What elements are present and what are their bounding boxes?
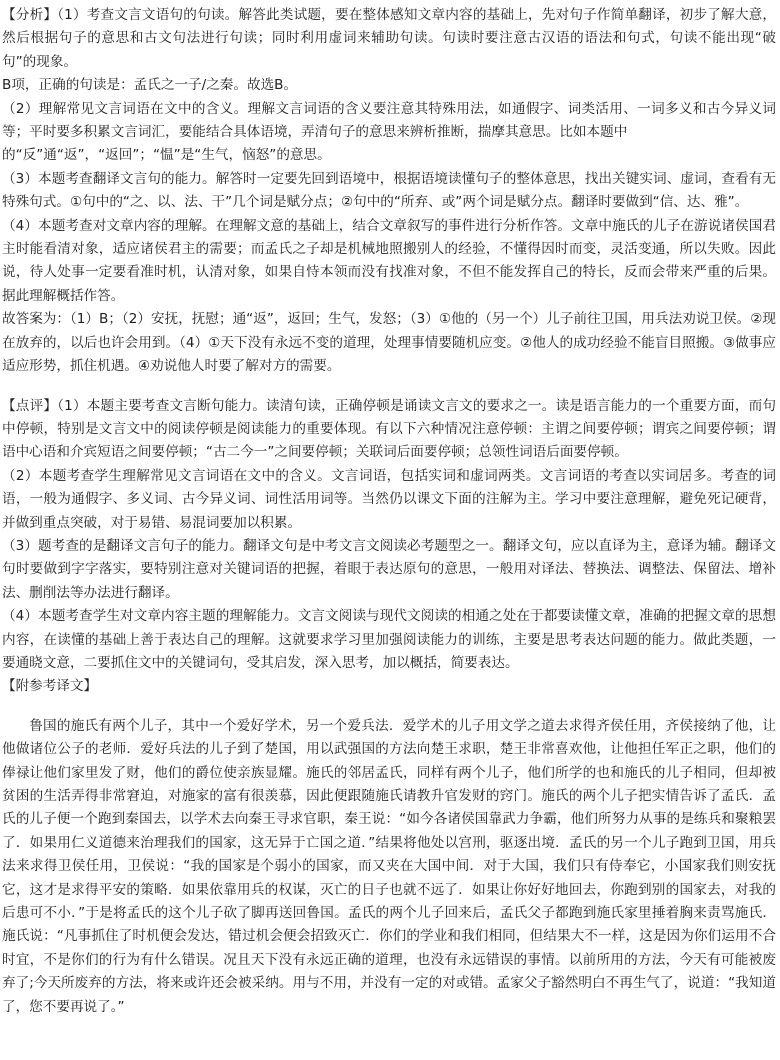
translation-heading: 【附参考译文】	[2, 678, 98, 695]
analysis-paragraph-6: （4）本题考查对文章内容的理解。在理解文意的基础上，结合文章叙写的事件进行分析作答。文章中施氏的儿子在游说诸侯国君主时能看清对象，适应诸侯君主的需要；而孟氏之子却是机械地照搬别人的经验，不懂得因时而变，灵活变通，所以失败。因此说，待人处事一定要看准时机，认清对象，如果自恃本领而没有找准对象，不但不能发挥自己的特长，反而会带来严重的后果。据此理解概括作答。	[2, 217, 776, 304]
comment-paragraph-3: （3）题考查的是翻译文言句子的能力。翻译文句是中考文言文阅读必考题型之一。翻译文句，应以直译为主，意译为辅。翻译文句时要做到字字落实，要特别注意对关键词语的把握，着眼于表达原句的意思，一般用对译法、替换法、调整法、保留法、增补法、删削法等办法进行翻译。	[2, 537, 776, 601]
comment-paragraph-2: （2）本题考查学生理解常见文言词语在文中的含义。文言词语，包括实词和虚词两类。文言词语的考查以实词居多。考查的词语，一般为通假字、多义词、古今异义词、词性活用词等。当然仍以课文下面的注解为主。学习中要注意理解，避免死记硬背，并做到重点突破，对于易错、易混词要加以积累。	[2, 467, 776, 531]
analysis-paragraph-3: （2）理解常见文言词语在文中的含义。理解文言词语的含义要注意其特殊用法，如通假字、词类活用、一词多义和古今异义词等；平时要多积累文言词汇，要能结合具体语境，弄清句子的意思来辨析推断，揣摩其意思。比如本题中	[2, 100, 776, 141]
comment-paragraph-1: 【点评】（1）本题主要考查文言断句能力。读清句读，正确停顿是诵读文言文的要求之一。读是语言能力的一个重要方面，而句中停顿，特别是文言文中的阅读停顿是阅读能力的重要体现。有以下六种情况注意停顿：主谓之间要停顿；谓宾之间要停顿；谓语中心语和介宾短语之间要停顿；“古二今一”之间要停顿；关联词后面要停顿；总领性词语后面要停顿。	[2, 397, 776, 461]
analysis-paragraph-5: （3）本题考查翻译文言句的能力。解答时一定要先回到语境中，根据语境读懂句子的整体意思，找出关键实词、虚词，查看有无特殊句式。①句中的“之、以、法、干”几个词是赋分点；②句中的“所弃、或”两个词是赋分点。翻译时要做到“信、达、雅”。	[2, 170, 776, 211]
comment-section	[2, 395, 776, 676]
analysis-section	[2, 4, 776, 379]
translation-body: 鲁国的施氏有两个儿子，其中一个爱好学术，另一个爱兵法．爱学术的儿子用文学之道去求得齐侯任用，齐侯接纳了他，让他做诸位公子的老师．爱好兵法的儿子到了楚国，用以武强国的方法向楚王求职，楚王非常喜欢他，让他担任军正之职，他们的俸禄让他们家里发了财，他们的爵位使亲族显耀。施氏的邻居孟氏，同样有两个儿子，他们所学的也和施氏的儿子相同，但却被贫困的生活弄得非常窘迫，对施家的富有很羡慕，因此便跟随施氏请教升官发财的窍门。施氏的两个儿子把实情告诉了孟氏．孟氏的儿子便一个跑到秦国去，以学术去向秦王寻求官职，秦王说：“如今各诸侯国靠武力争霸，他们所努力从事的是练兵和聚粮罢了．如果用仁义道德来治理我们的国家，这无异于亡国之道．”结果将他处以宫刑，驱逐出境．孟氏的另一个儿子跑到卫国，用兵法来求得卫侯任用，卫侯说：“我的国家是个弱小的国家，而又夹在大国中间．对于大国，我们只有侍奉它，小国家我们则安抚它，这才是求得平安的策略．如果依靠用兵的权谋，灭亡的日子也就不远了．如果让你好好地回去，你跑到别的国家去，对我的后患可不小．”于是将孟氏的这个儿子砍了脚再送回鲁国。孟氏的两个儿子回来后，孟氏父子都跑到施氏家里捶着胸来责骂施氏．施氏说：“凡事抓住了时机便会发达，错过机会便会招致灭亡．你们的学业和我们相同，但结果大不一样，这是因为你们运用不合时宜，不是你们的行为有什么错误。况且天下没有永远正确的道理，也没有永远错误的事情。以前所用的方法，今天有可能被废弃了;今天所废弃的方法，将来或许还会被采纳。用与不用，并没有一定的对或错。孟家父子豁然明白不再生气了，说道：“我知道了，您不要再说了。”	[2, 717, 776, 1015]
comment-paragraph-4: （4）本题考查学生对文章内容主题的理解能力。文言文阅读与现代文阅读的相通之处在于都要读懂文章，准确的把握文章的思想内容，在读懂的基础上善于表达自己的理解。这就要求学习里加强阅读能力的训练，主要是思考表达问题的能力。做此类题，一要通晓文意，二要抓住文中的关键词句，受其启发，深入思考，加以概括，简要表达。	[2, 608, 776, 671]
analysis-paragraph-1: 【分析】（1）考查文言文语句的句读。解答此类试题，要在整体感知文章内容的基础上，先对句子作简单翻译，初步了解大意，然后根据句子的意思和古文句法进行句读；同时利用虚词来辅助句读。句读时要注意古汉语的语法和句式，句读不能出现“破句”的现象。	[2, 7, 776, 70]
analysis-paragraph-2: B项，正确的句读是：孟氏之一子/之秦。故选B。	[2, 77, 298, 94]
answer-summary: 故答案为：（1）B；（2）安抚，抚慰；通“返”，返回；生气，发怒；（3）①他的（另一个）儿子前往卫国，用兵法劝说卫侯。②现在放弃的，以后也许会用到。（4）①天下没有永远不变的道理，处理事情要随机应变。②他人的成功经验不能盲目照搬。③做事应适应形势，抓住机遇。④劝说他人时要了解对方的需要。	[2, 311, 776, 375]
translation-section	[2, 675, 776, 1019]
analysis-paragraph-4: 的“反”通“返”，“返回”；“愠”是“生气，恼怒”的意思。	[2, 147, 331, 164]
section-spacer	[2, 379, 776, 395]
translation-spacer	[2, 699, 776, 715]
